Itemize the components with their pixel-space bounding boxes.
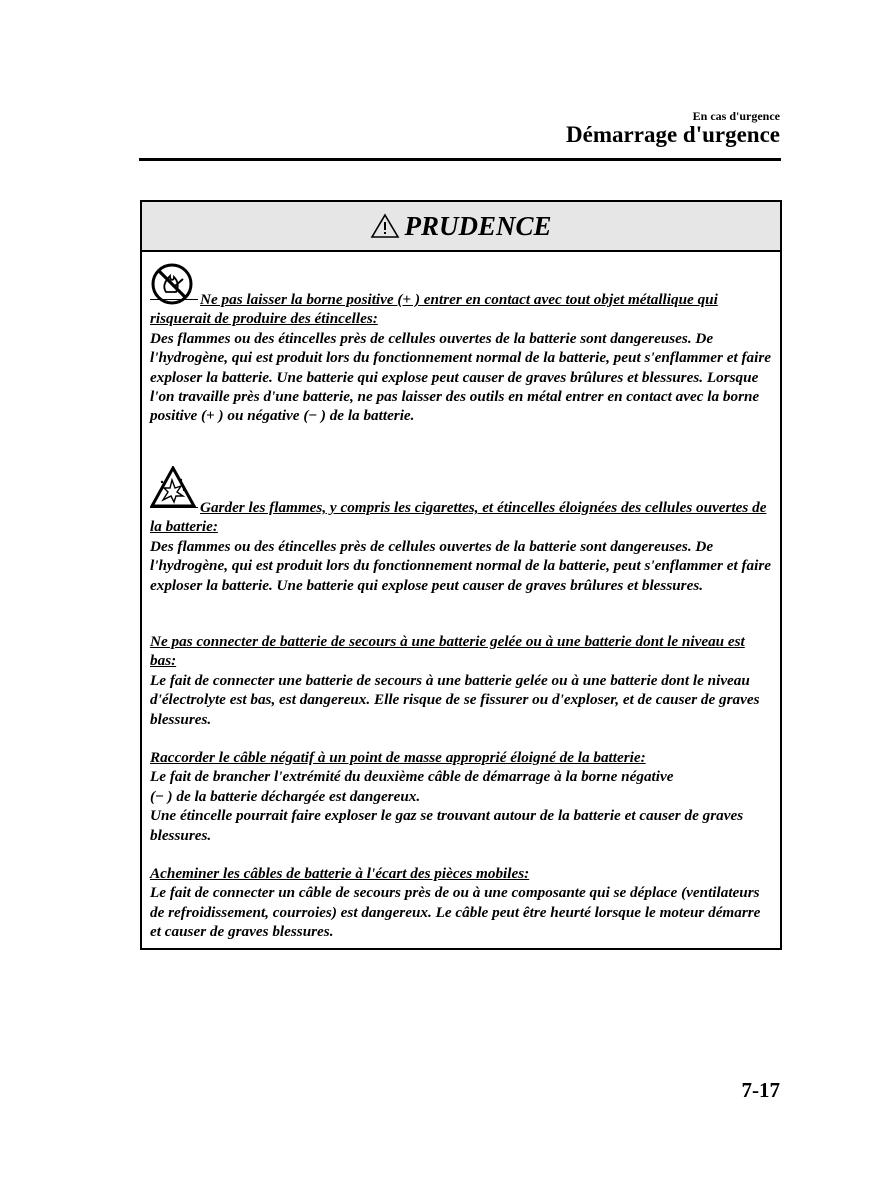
page-title: Démarrage d'urgence bbox=[566, 122, 780, 147]
entry-body: Des flammes ou des étincelles près de cellules ouvertes de la batterie sont dangereuses. De l'hydrogène, qui est produit lors du fonctionnement normal de la batterie, peut s'enflammer et faire exploser la batterie. Une batterie qui explose peut causer de graves brûlures et blessures. Lorsque l'on travaille près d'une batterie, ne pas laisser des outils en métal entrer en contact avec la borne positive (+ ) ou négative (− ) de la batterie. bbox=[150, 329, 772, 425]
caution-title: PRUDENCE bbox=[404, 210, 552, 241]
entry-body: Le fait de connecter une batterie de secours à une batterie gelée ou à une batterie dont le niveau d'électrolyte est bas, est dangereux. Elle risque de se fissurer ou d'exploser, et de causer de graves blessures. bbox=[150, 671, 760, 728]
caution-entry bbox=[150, 498, 772, 595]
caution-entry bbox=[150, 748, 772, 845]
entry-body: Le fait de connecter un câble de secours près de ou à une composante qui se déplace (ventilateurs de refroidissement, courroies) est dangereux. Le câble peut être heurté lorsque le moteur démarre et causer de graves blessures. bbox=[150, 884, 761, 941]
entry-heading: Ne pas laisser la borne positive (+ ) entrer en contact avec tout objet métallique qui risquerait de produire des étincelles: bbox=[150, 291, 718, 328]
page-number: 7-17 bbox=[741, 1078, 780, 1102]
warning-triangle-icon bbox=[370, 213, 400, 239]
entry-body: Le fait de brancher l'extrémité du deuxième câble de démarrage à la borne négative (− ) de la batterie déchargée est dangereux. Une étincelle pourrait faire exploser le gaz se trouvant autour de la batterie et causer de graves blessures. bbox=[150, 768, 744, 844]
caution-box bbox=[140, 200, 782, 950]
no-flames-icon bbox=[150, 262, 194, 306]
entry-body: Des flammes ou des étincelles près de cellules ouvertes de la batterie sont dangereuses. De l'hydrogène, qui est produit lors du fonctionnement normal de la batterie, peut s'enflammer et faire exploser la batterie. Une batterie qui explose peut causer de graves brûlures et blessures. bbox=[150, 537, 772, 594]
caution-entry bbox=[150, 632, 772, 729]
entry-heading: Acheminer les câbles de batterie à l'écart des pièces mobiles: bbox=[150, 865, 530, 882]
caution-entry bbox=[150, 864, 772, 942]
entry-heading: Garder les flammes, y compris les cigarettes, et étincelles éloignées des cellules ouvertes de la batterie: bbox=[150, 499, 767, 536]
caution-header bbox=[142, 202, 780, 252]
caution-entry bbox=[150, 290, 772, 426]
header-section-label: En cas d'urgence bbox=[692, 109, 780, 123]
explosion-warning-icon bbox=[150, 466, 196, 508]
entry-heading: Ne pas connecter de batterie de secours à une batterie gelée ou à une batterie dont le niveau est bas: bbox=[150, 633, 745, 670]
entry-heading: Raccorder le câble négatif à un point de masse approprié éloigné de la batterie: bbox=[150, 749, 646, 766]
header-rule bbox=[139, 158, 781, 161]
